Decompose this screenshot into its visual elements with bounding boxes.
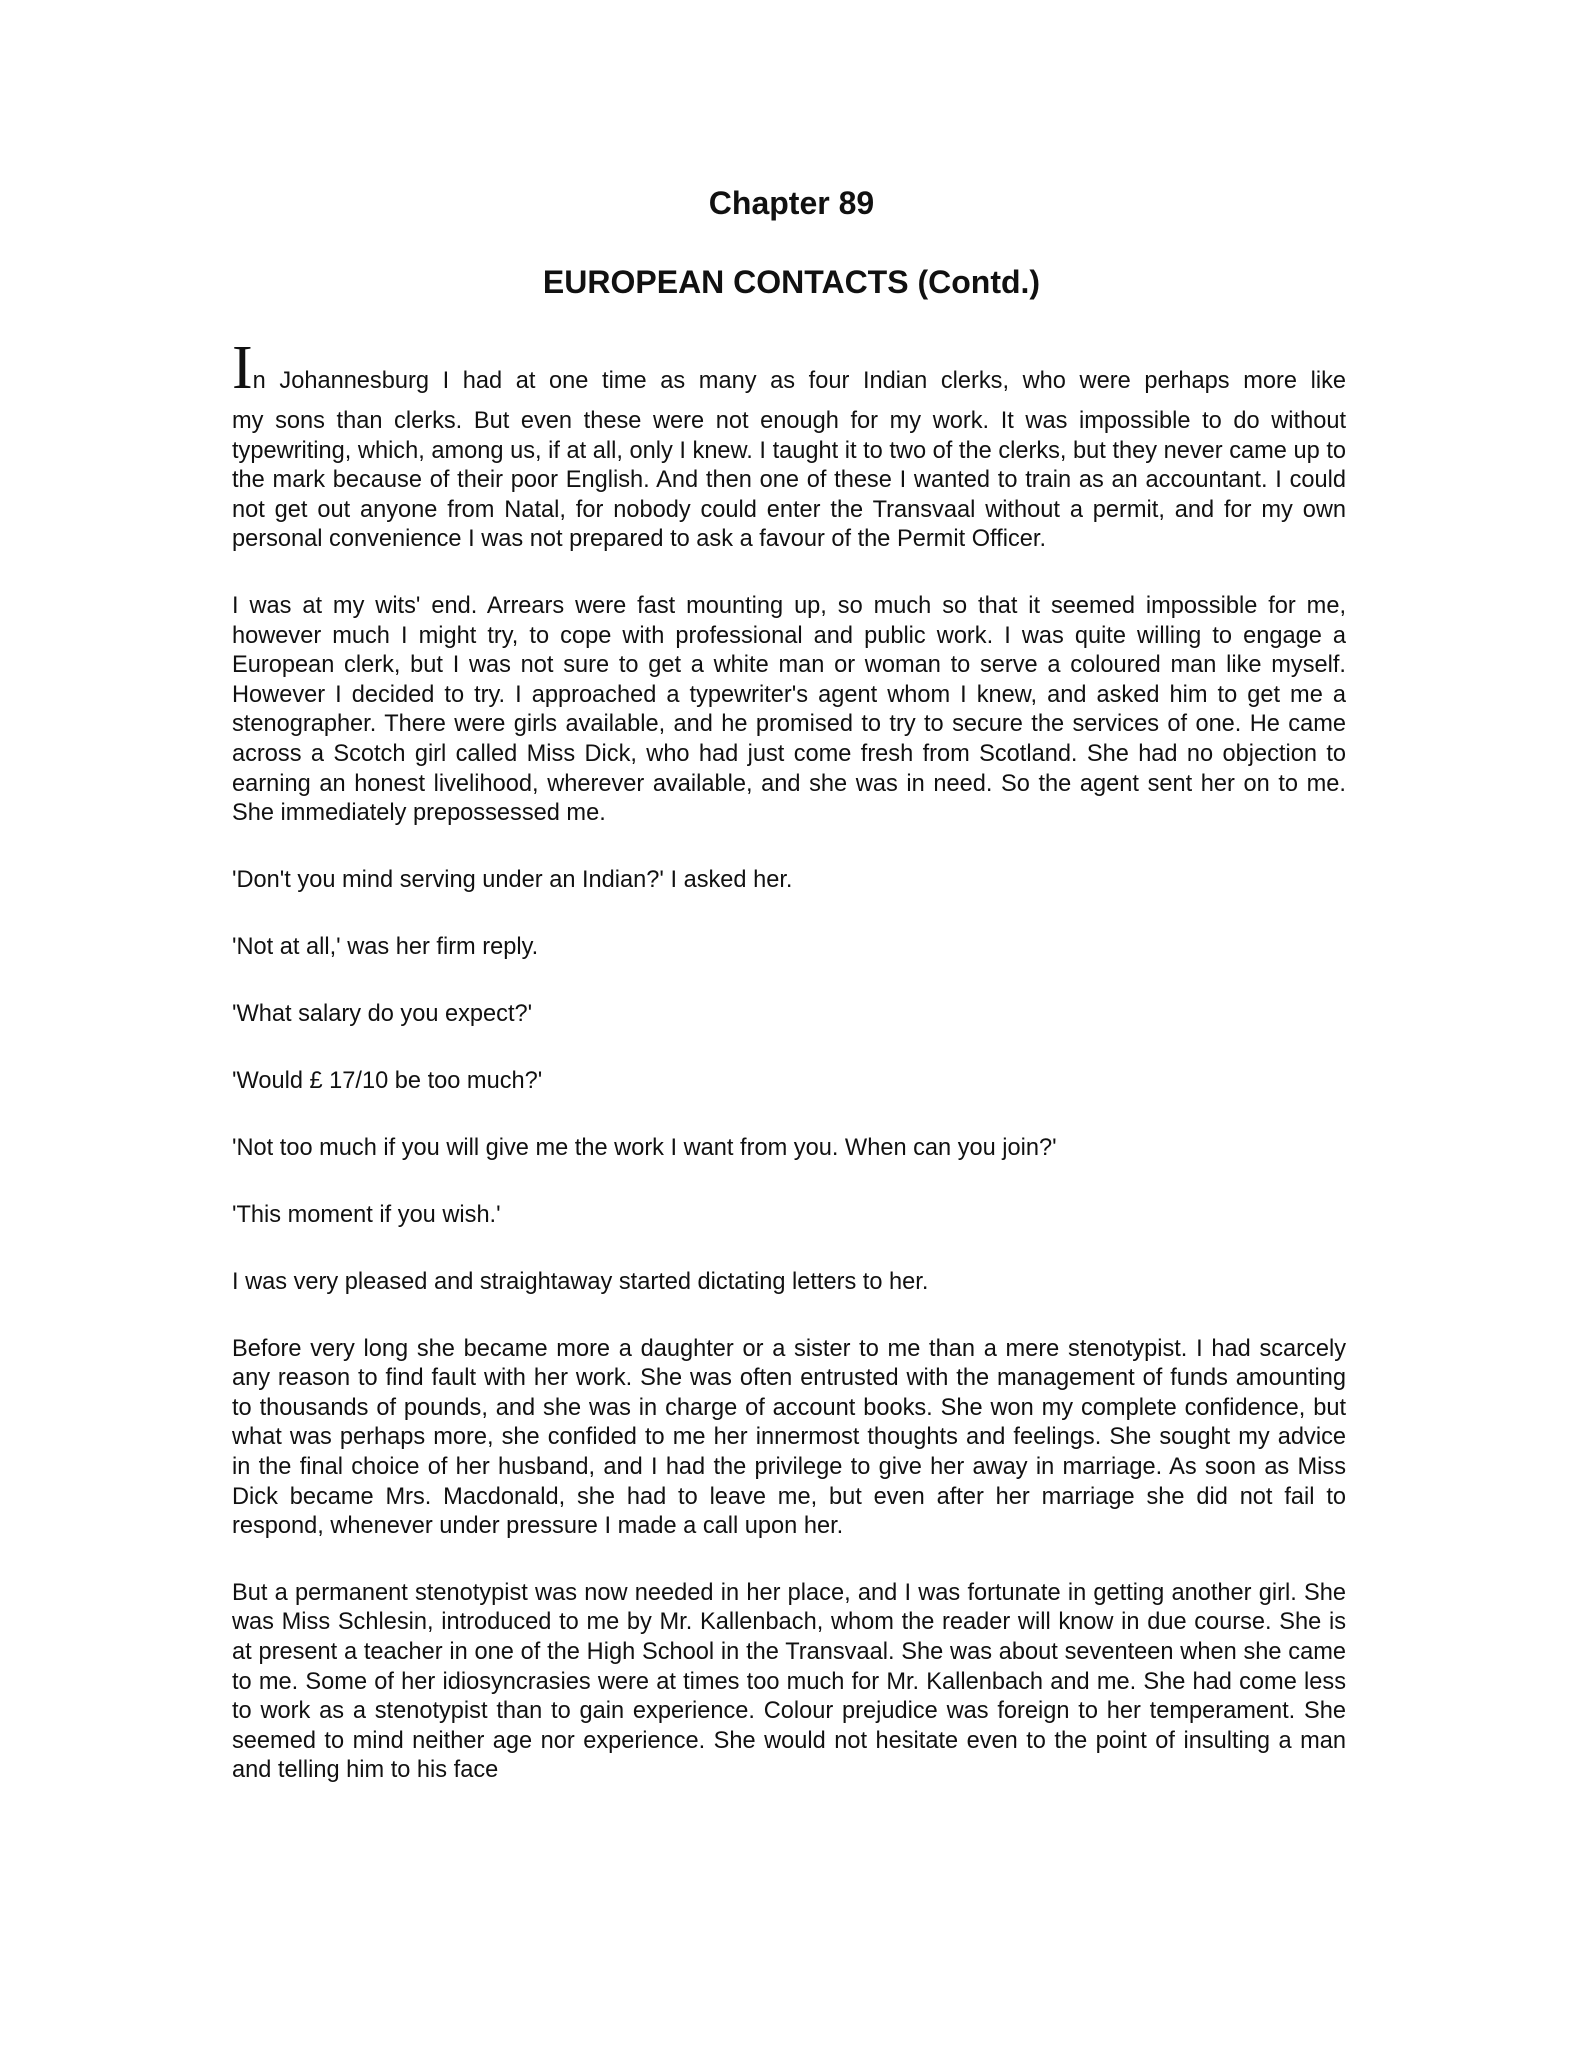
paragraph-1-first-line-text: n Johannesburg I had at one time as many as four Indian clerks, who were perhaps more like: [252, 368, 1346, 394]
paragraph-6: 'Would £ 17/10 be too much?': [232, 1067, 543, 1094]
chapter-number: Chapter 89: [708, 185, 875, 221]
paragraph-8: 'This moment if you wish.': [232, 1201, 501, 1228]
paragraph-1-first-line: [232, 334, 1346, 407]
paragraph-10: Before very long she became more a daughter or a sister to me than a mere stenotypist. I had scarcely any reason to find fault with her work. She was often entrusted with the management of funds amounting to thousands of pounds, and she was in charge of account books. She won my complete confidence, but what was perhaps more, she confided to me her innermost thoughts and feelings. She sought my advice in the final choice of her husband, and I had the privilege to give her away in marriage. As soon as Miss Dick became Mrs. Macdonald, she had to leave me, but even after her marriage she did not fail to respond, whenever under pressure I made a call upon her.: [232, 1335, 1346, 1540]
paragraph-3: 'Don't you mind serving under an Indian?' I asked her.: [232, 866, 793, 893]
body-text: [232, 334, 1346, 1823]
paragraph-11: But a permanent stenotypist was now needed in her place, and I was fortunate in getting another girl. She was Miss Schlesin, introduced to me by Mr. Kallenbach, whom the reader will know in due course. She is at present a teacher in one of the High School in the Transvaal. She was about seventeen when she came to me. Some of her idiosyncrasies were at times too much for Mr. Kallenbach and me. She had come less to work as a stenotypist than to gain experience. Colour prejudice was foreign to her temperament. She seemed to mind neither age nor experience. She would not hesitate even to the point of insulting a man and telling him to his face: [232, 1579, 1346, 1784]
drop-cap: I: [232, 334, 253, 402]
paragraph-4: 'Not at all,' was her firm reply.: [232, 933, 539, 960]
chapter-title: EUROPEAN CONTACTS (Contd.): [542, 264, 1041, 300]
paragraph-1: [232, 334, 1346, 555]
paragraph-9: I was very pleased and straightaway started dictating letters to her.: [232, 1268, 929, 1295]
paragraph-2: I was at my wits' end. Arrears were fast mounting up, so much so that it seemed impossible for me, however much I might try, to cope with professional and public work. I was quite willing to engage a European clerk, but I was not sure to get a white man or woman to serve a coloured man like myself. However I decided to try. I approached a typewriter's agent whom I knew, and asked him to get me a stenographer. There were girls available, and he promised to try to secure the services of one. He came across a Scotch girl called Miss Dick, who had just come fresh from Scotland. She had no objection to earning an honest livelihood, wherever available, and she was in need. So the agent sent her on to me. She immediately prepossessed me.: [232, 592, 1346, 827]
paragraph-1-rest: my sons than clerks. But even these were not enough for my work. It was impossible to do without typewriting, which, among us, if at all, only I knew. I taught it to two of the clerks, but they never came up to the mark because of their poor English. And then one of these I wanted to train as an accountant. I could not get out anyone from Natal, for nobody could enter the Transvaal without a permit, and for my own personal convenience I was not prepared to ask a favour of the Permit Officer.: [232, 408, 1346, 553]
paragraph-7: 'Not too much if you will give me the work I want from you. When can you join?': [232, 1134, 1057, 1161]
paragraph-5: 'What salary do you expect?': [232, 1000, 533, 1027]
